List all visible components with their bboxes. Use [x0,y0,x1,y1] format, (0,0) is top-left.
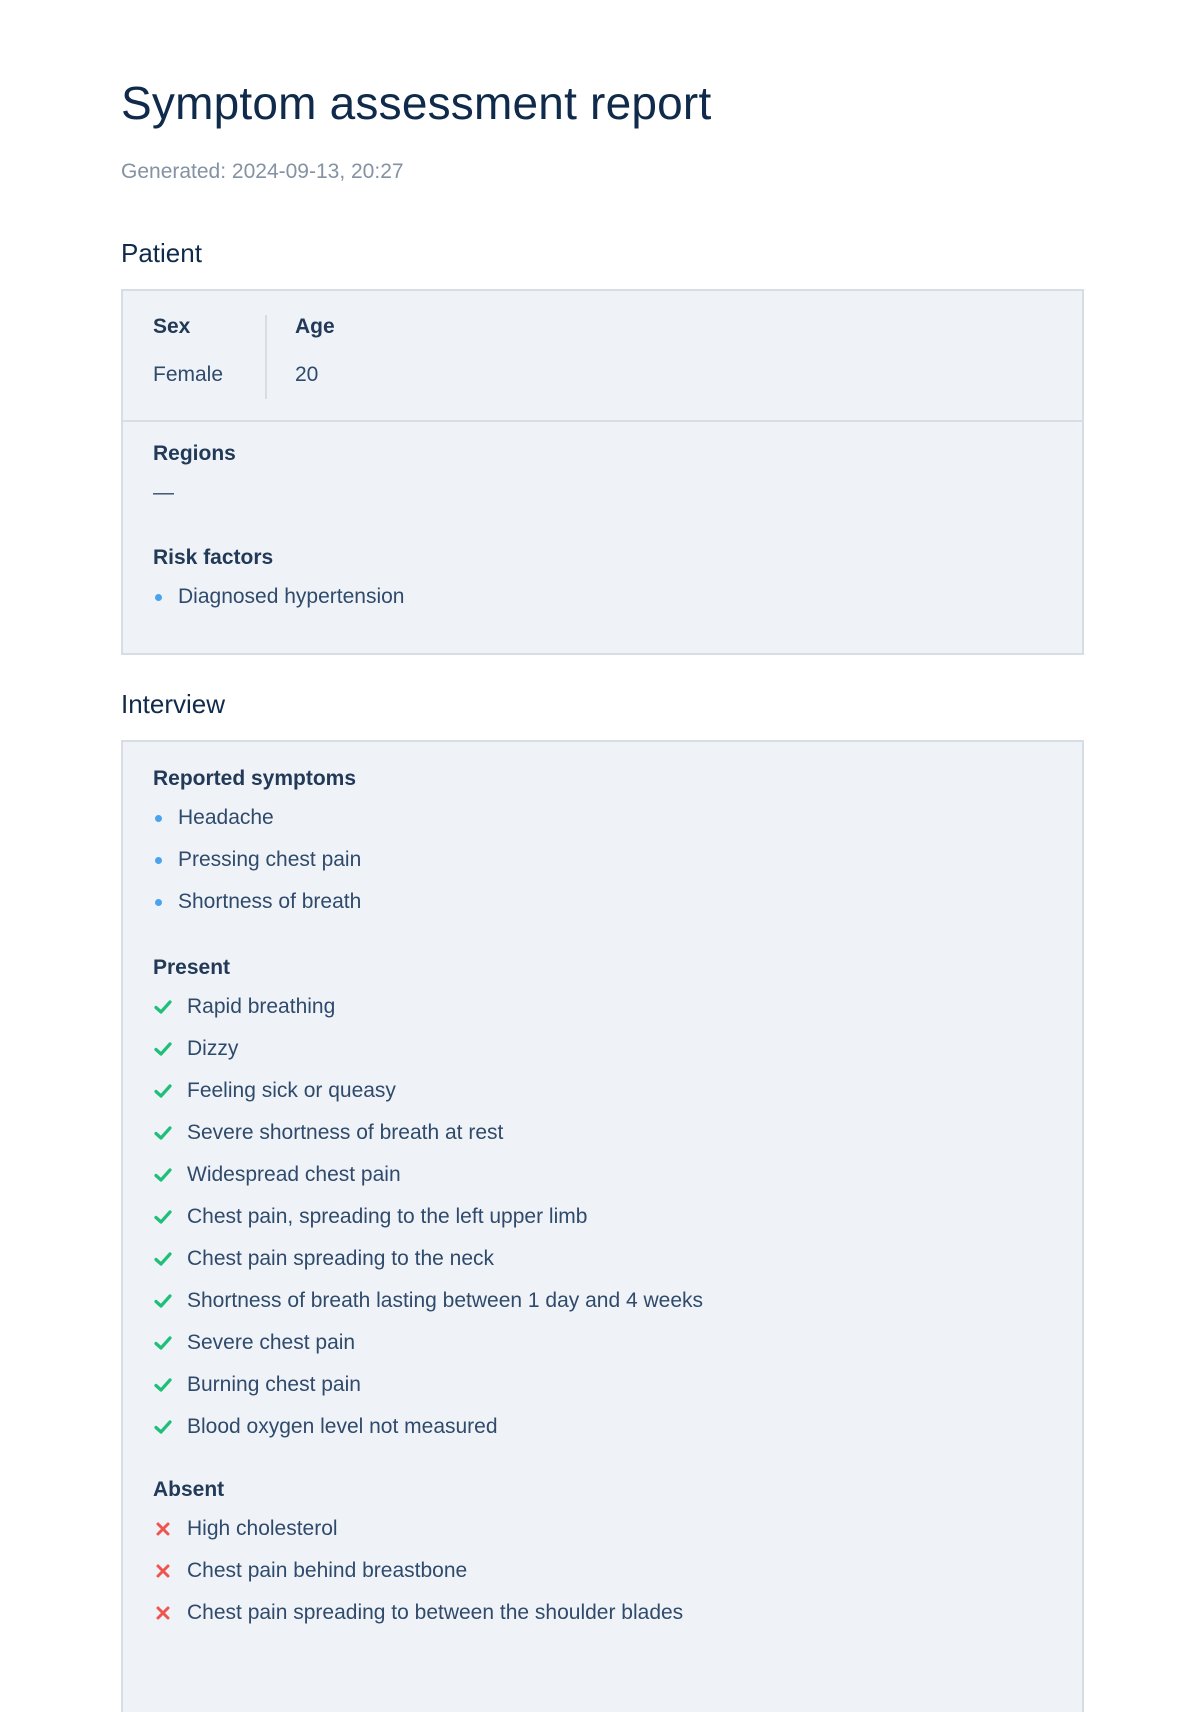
list-item-text: Chest pain spreading to between the shoulder blades [187,1601,684,1624]
sex-label: Sex [153,315,191,338]
list-item [153,881,1053,923]
regions-block [153,442,1053,508]
patient-heading: Patient [121,238,202,268]
checkmark-icon [153,1123,173,1143]
absent-list [153,1508,1053,1634]
list-item-text: Chest pain behind breastbone [187,1559,468,1582]
bullet-dot-icon [155,857,162,864]
list-item [153,1112,1053,1154]
checkmark-icon [153,1249,173,1269]
patient-panel [121,289,1084,655]
age-field [295,315,495,387]
list-item-text: Shortness of breath [178,890,362,913]
list-item-text: Widespread chest pain [187,1163,401,1186]
sex-value: Female [153,363,224,386]
list-item-text: Severe chest pain [187,1331,356,1354]
bullet-dot-icon [155,899,162,906]
list-item-text: Blood oxygen level not measured [187,1415,498,1438]
list-item [153,576,1053,618]
present-block [153,956,1053,1448]
risk-factors-label: Risk factors [153,546,274,569]
sex-field [153,315,263,399]
reported-symptoms-label: Reported symptoms [153,767,357,790]
checkmark-icon [153,1039,173,1059]
list-item [153,1406,1053,1448]
list-item [153,1364,1053,1406]
list-item-text: Feeling sick or queasy [187,1079,396,1102]
list-item-text: Severe shortness of breath at rest [187,1121,504,1144]
bullet-dot-icon [155,594,162,601]
risk-factors-block [153,546,1053,618]
interview-panel [121,740,1084,1712]
list-item [153,1028,1053,1070]
list-item [153,1070,1053,1112]
list-item [153,986,1053,1028]
absent-block [153,1478,1053,1634]
list-item-text: Chest pain spreading to the neck [187,1247,495,1270]
regions-label: Regions [153,442,236,465]
checkmark-icon [153,1291,173,1311]
absent-label: Absent [153,1478,225,1501]
checkmark-icon [153,997,173,1017]
age-value: 20 [295,363,319,386]
present-label: Present [153,956,231,979]
reported-symptoms-list [153,797,1053,923]
list-item-text: High cholesterol [187,1517,338,1540]
regions-value: — [153,481,174,504]
reported-symptoms-block [153,767,1053,923]
bullet-dot-icon [155,815,162,822]
cross-icon [153,1561,173,1581]
list-item-text: Pressing chest pain [178,848,362,871]
list-item [153,1550,1053,1592]
list-item [153,1592,1053,1634]
list-item [153,1154,1053,1196]
list-item-text: Diagnosed hypertension [178,585,405,608]
checkmark-icon [153,1417,173,1437]
list-item [153,839,1053,881]
generated-timestamp: Generated: 2024-09-13, 20:27 [121,160,404,183]
checkmark-icon [153,1375,173,1395]
list-item-text: Chest pain, spreading to the left upper limb [187,1205,588,1228]
demographics-divider [265,315,267,399]
list-item [153,1322,1053,1364]
list-item [153,1196,1053,1238]
list-item [153,1280,1053,1322]
demographics-row [123,291,1082,422]
risk-factors-list [153,576,1053,618]
list-item [153,1238,1053,1280]
list-item-text: Headache [178,806,274,829]
list-item-text: Rapid breathing [187,995,336,1018]
list-item [153,1508,1053,1550]
checkmark-icon [153,1207,173,1227]
checkmark-icon [153,1081,173,1101]
list-item-text: Dizzy [187,1037,239,1060]
checkmark-icon [153,1165,173,1185]
list-item [153,797,1053,839]
cross-icon [153,1519,173,1539]
present-list [153,986,1053,1448]
list-item-text: Burning chest pain [187,1373,361,1396]
cross-icon [153,1603,173,1623]
list-item-text: Shortness of breath lasting between 1 day and 4 weeks [187,1289,703,1312]
interview-heading: Interview [121,689,226,719]
checkmark-icon [153,1333,173,1353]
age-label: Age [295,315,335,338]
page-title: Symptom assessment report [121,77,712,129]
